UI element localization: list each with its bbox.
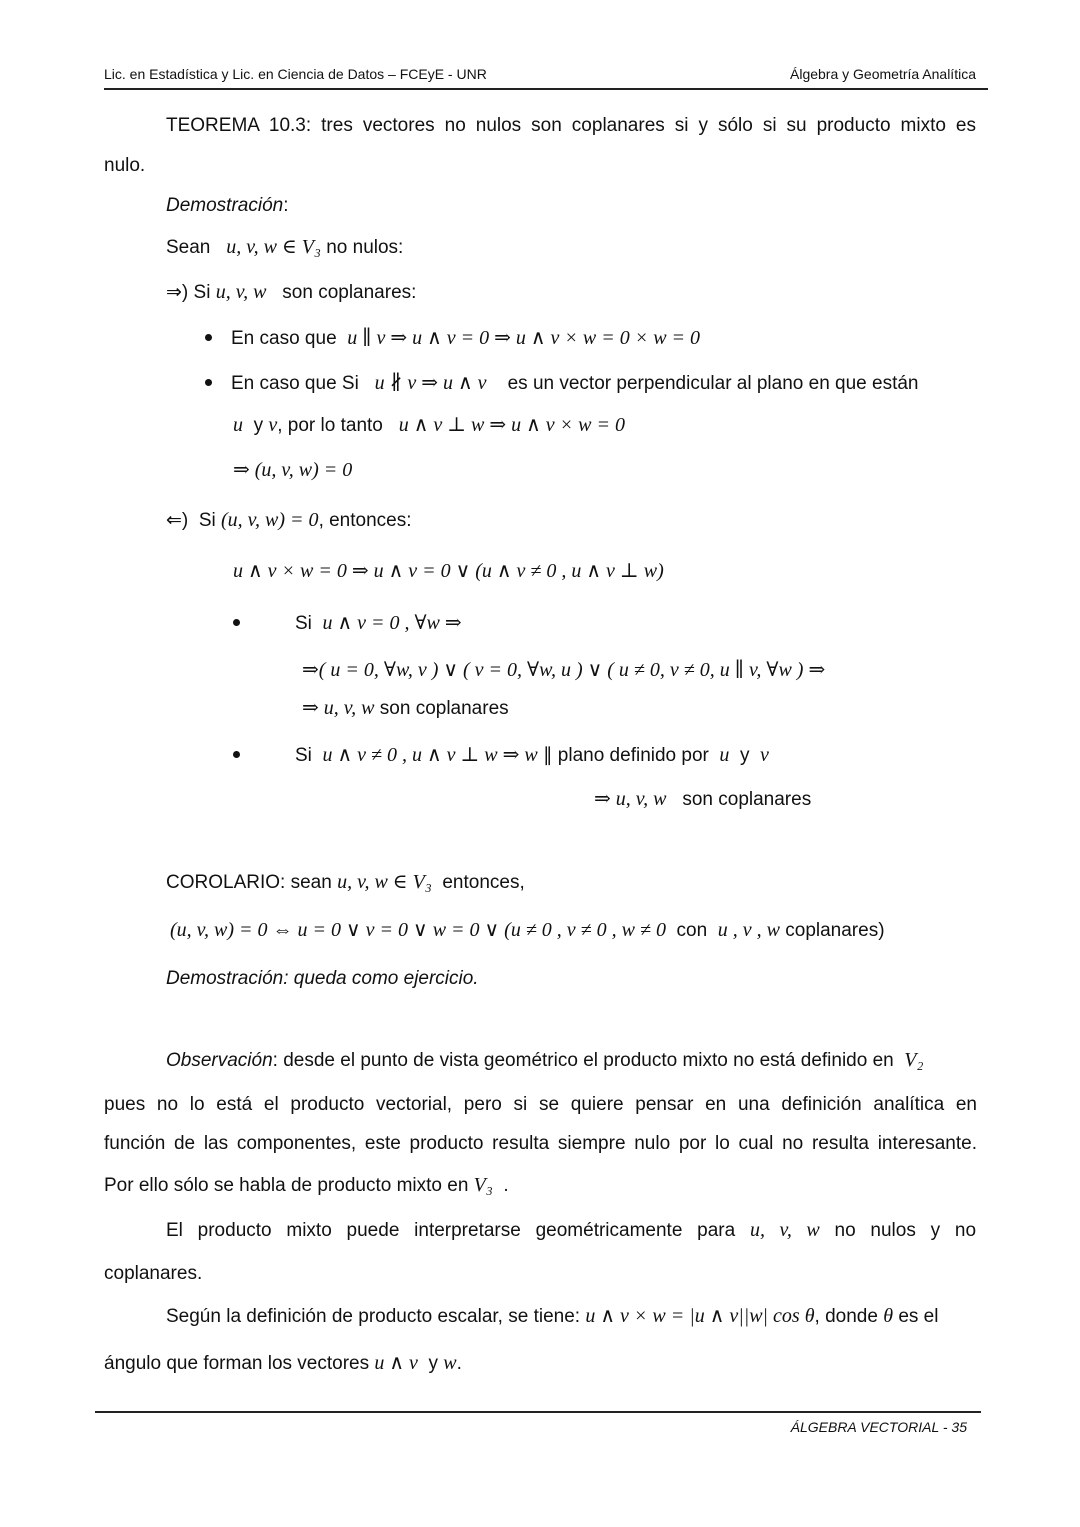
header-course: Lic. en Estadística y Lic. en Ciencia de Datos – FCEyE - UNR	[104, 66, 487, 82]
bullet-icon	[233, 751, 240, 758]
corollary-proof: Demostración: queda como ejercicio.	[166, 968, 479, 989]
case-split-formula: u ∧ v × w = 0 ⇒ u ∧ v = 0 ∨ (u ∧ v ≠ 0 , u ∧ v ⊥ w)	[233, 560, 664, 582]
theorem-statement-end: nulo.	[104, 155, 146, 176]
case-parallel: En caso que u ∥ v ⇒ u ∧ v = 0 ⇒ u ∧ v × w = 0 × w = 0	[231, 327, 701, 349]
bullet-icon	[205, 379, 212, 386]
scalar-product-line: Según la definición de producto escalar, se tiene: u ∧ v × w = |u ∧ v||w| cos θ, donde θ es el	[166, 1305, 939, 1327]
math-vectors-v3: u, v, w ∈ V₃	[226, 236, 321, 258]
bullet-icon	[233, 619, 240, 626]
geometric-interpretation-end: coplanares.	[104, 1263, 203, 1284]
page-footer	[95, 1411, 981, 1435]
observation-line-1: Observación: desde el punto de vista geométrico el producto mixto no está definido en V₂	[166, 1049, 924, 1071]
subcase-cross-nonzero: Si u ∧ v ≠ 0 , u ∧ v ⊥ w ⇒ w ∥ plano definido por u y v	[295, 744, 769, 766]
proof-label: Demostración:	[166, 195, 289, 216]
sean-line: Sean u, v, w ∈ V₃ no nulos:	[166, 236, 404, 258]
header-subject: Álgebra y Geometría Analítica	[790, 66, 976, 82]
angle-line: ángulo que forman los vectores u ∧ v y w.	[104, 1352, 462, 1374]
observation-line-2: pues no lo está el producto vectorial, pero si se quiere pensar en una definición analítica en	[104, 1094, 977, 1115]
page-header	[104, 64, 988, 90]
corollary-heading: COROLARIO: sean u, v, w ∈ V₃ entonces,	[166, 871, 525, 893]
subcase-cross-nonzero-conclusion: ⇒ u, v, w son coplanares	[594, 788, 812, 810]
case-not-parallel-cont: u y v, por lo tanto u ∧ v ⊥ w ⇒ u ∧ v × w = 0	[233, 414, 625, 436]
subcase-cross-zero-conclusion: ⇒ u, v, w son coplanares	[302, 697, 509, 719]
bullet-icon	[205, 334, 212, 341]
corollary-statement: (u, v, w) = 0 ⇔ u = 0 ∨ v = 0 ∨ w = 0 ∨ (u ≠ 0 , v ≠ 0 , w ≠ 0 con u , v , w coplanares)	[170, 919, 885, 941]
geometric-interpretation: El producto mixto puede interpretarse geométricamente para u, v, w no nulos y no	[166, 1219, 977, 1241]
observation-line-3: función de las componentes, este producto resulta siempre nulo por lo cual no resulta interesante.	[104, 1133, 977, 1154]
mixed-product-zero: ⇒ (u, v, w) = 0	[233, 459, 353, 481]
observation-line-4: Por ello sólo se habla de producto mixto en V₃ .	[104, 1174, 509, 1196]
footer-page-number: ÁLGEBRA VECTORIAL - 35	[790, 1419, 967, 1435]
subcase-cross-zero-expansion: ⇒( u = 0, ∀w, v ) ∨ ( v = 0, ∀w, u ) ∨ ( u ≠ 0, v ≠ 0, u ∥ v, ∀w ) ⇒	[302, 659, 826, 681]
subcase-cross-zero: Si u ∧ v = 0 , ∀w ⇒	[295, 612, 462, 634]
theorem-statement: TEOREMA 10.3: tres vectores no nulos son coplanares si y sólo si su producto mixto es	[166, 115, 976, 136]
case-not-parallel: En caso que Si u ∦ v ⇒ u ∧ v es un vector perpendicular al plano en que están	[231, 372, 919, 394]
forward-direction: ⇒) Si u, v, w son coplanares:	[166, 281, 417, 303]
backward-direction: ⇐) Si (u, v, w) = 0, entonces:	[166, 509, 412, 531]
